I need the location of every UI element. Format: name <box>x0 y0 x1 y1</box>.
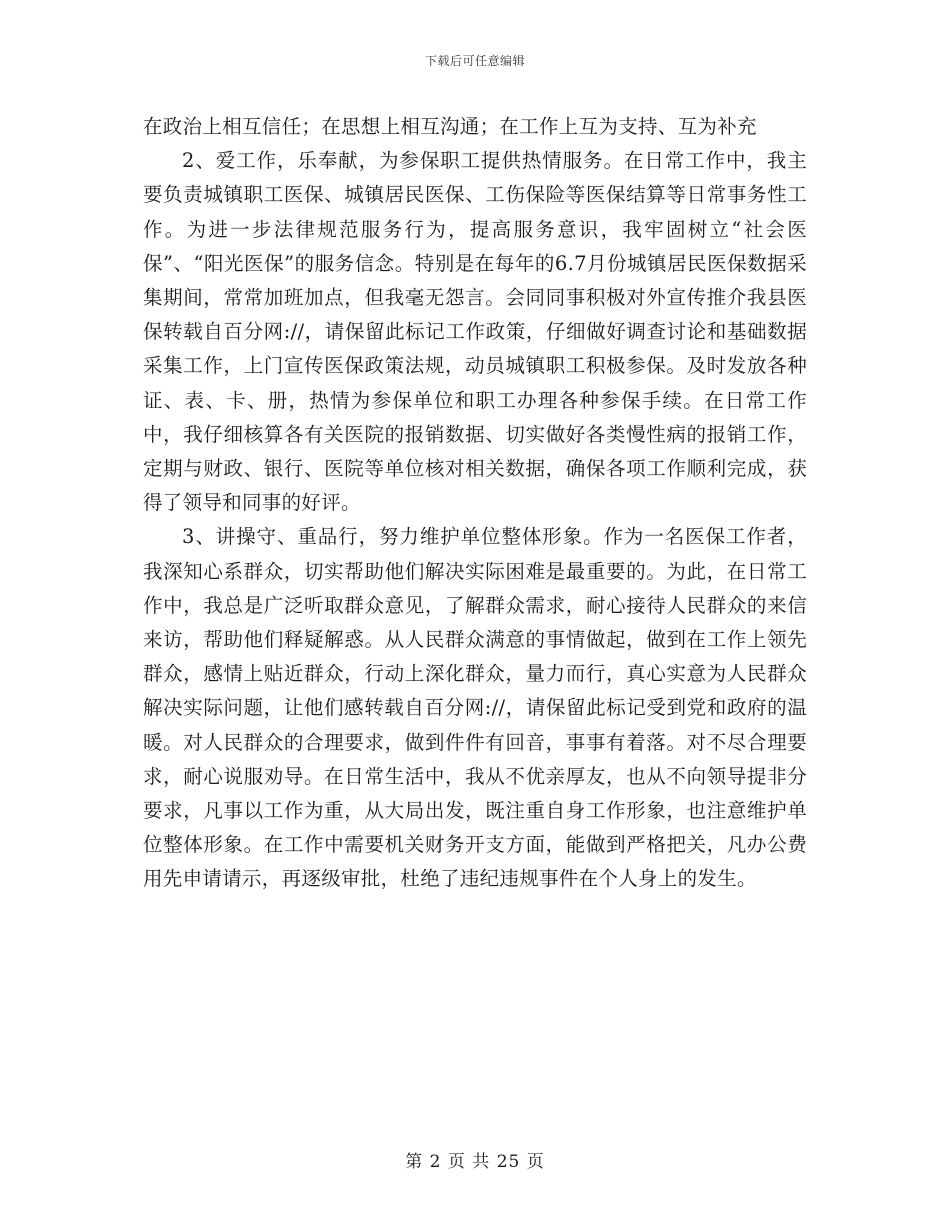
page-number-footer: 第 2 页 共 25 页 <box>405 1152 545 1172</box>
paragraph-section-3: 3、讲操守、重品行，努力维护单位整体形象。作为一名医保工作者，我深知心系群众，切实帮助他们解决实际困难是最重要的。为此，在日常工作中，我总是广泛听取群众意见，了解群众需求，耐心接待人民群众的来信来访，帮助他们释疑解惑。从人民群众满意的事情做起，做到在工作上领先群众，感情上贴近群众，行动上深化群众，量力而行，真心实意为人民群众解决实际问题，让他们感转载自百分网://，请保留此标记受到党和政府的温暖。对人民群众的合理要求，做到件件有回音，事事有着落。对不尽合理要求，耐心说服劝导。在日常生活中，我从不优亲厚友，也从不向领导提非分要求，凡事以工作为重，从大局出发，既注重自身工作形象，也注意维护单位整体形象。在工作中需要机关财务开支方面，能做到严格把关，凡办公费用先申请请示，再逐级审批，杜绝了违纪违规事件在个人身上的发生。 <box>143 525 807 891</box>
document-body <box>143 110 807 897</box>
paragraph-continuation: 在政治上相互信任；在思想上相互沟通；在工作上互为支持、互为补充 <box>143 115 757 138</box>
page-header: 下载后可任意编辑 <box>424 54 525 68</box>
paragraph-section-2: 2、爱工作，乐奉献，为参保职工提供热情服务。在日常工作中，我主要负责城镇职工医保、城镇居民医保、工伤保险等医保结算等日常事务性工作。为进一步法律规范服务行为，提高服务意识，我牢固树立“社会医保”、“阳光医保”的服务信念。特别是在每年的6.7月份城镇居民医保数据采集期间，常常加班加点，但我毫无怨言。会同同事积极对外宣传推介我县医保转载自百分网://，请保留此标记工作政策，仔细做好调查讨论和基础数据采集工作，上门宣传医保政策法规，动员城镇职工积极参保。及时发放各种证、表、卡、册，热情为参保单位和职工办理各种参保手续。在日常工作中，我仔细核算各有关医院的报销数据、切实做好各类慢性病的报销工作，定期与财政、银行、医院等单位核对相关数据，确保各项工作顺利完成，获得了领导和同事的好评。 <box>143 149 807 515</box>
